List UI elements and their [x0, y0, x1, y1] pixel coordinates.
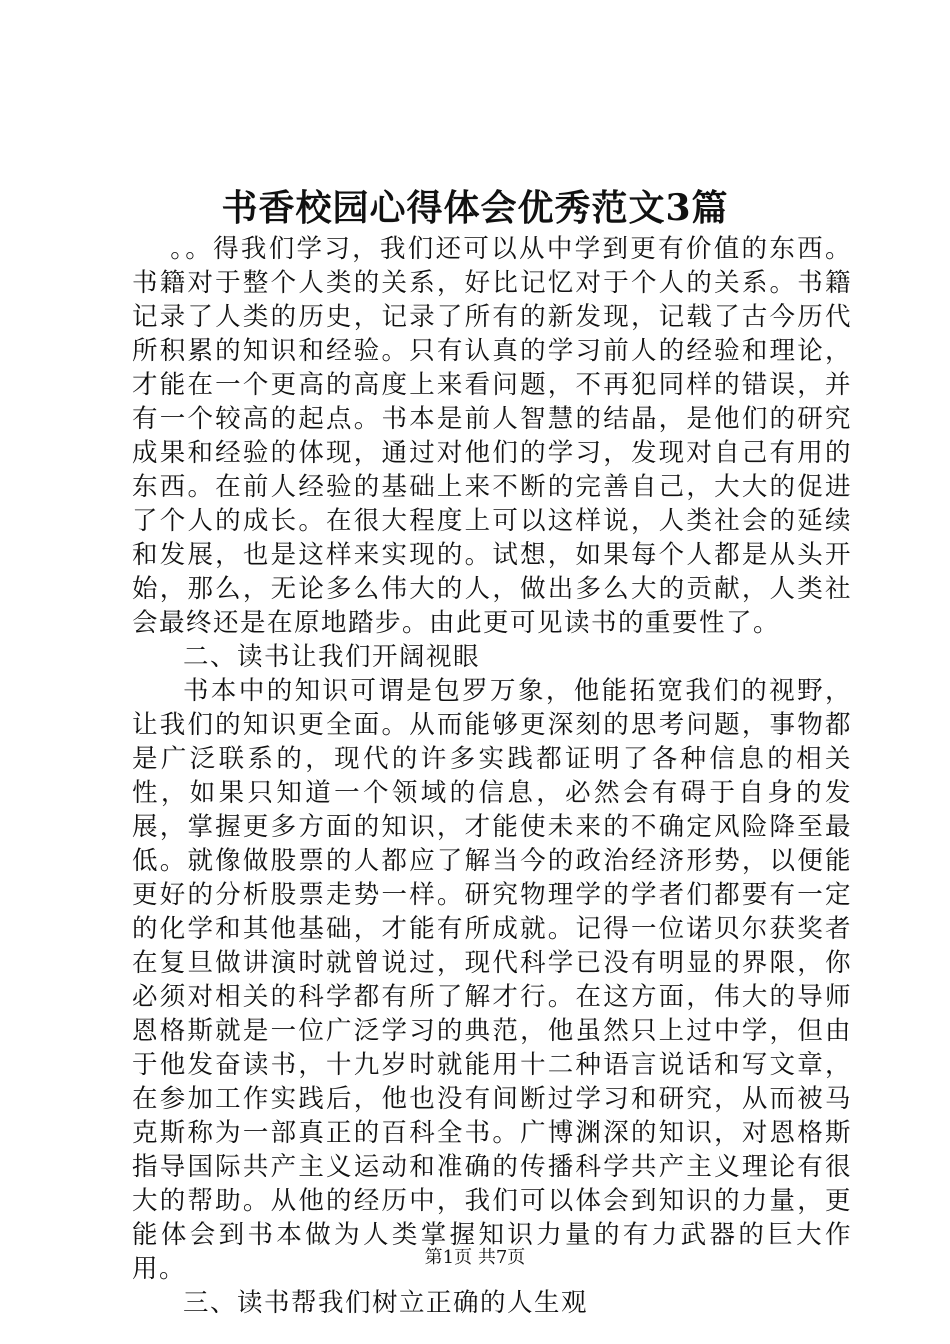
document-title: 书香校园心得体会优秀范文3篇: [221, 187, 729, 229]
section-heading: 二、读书让我们开阔视眼: [183, 642, 481, 672]
section-heading: 三、读书帮我们树立正确的人生观: [183, 1288, 589, 1318]
body-paragraph: 书本中的知识可谓是包罗万象，他能拓宽我们的视野，让我们的知识更全面。从而能够更深刻的思考问题，事物都是广泛联系的，现代的许多实践都证明了各种信息的相关性，如果只知道一个领域的信息，必然会有碍于自身的发展，掌握更多方面的知识，才能使未来的不确定风险降至最低。就像做股票的人都应了解当今的政治经济形势，以便能更好的分析股票走势一样。研究物理学的学者们都要有一定的化学和其他基础，才能有所成就。记得一位诺贝尔获奖者在复旦做讲演时就曾说过，现代科学已没有明显的界限，你必须对相关的科学都有所了解才行。在这方面，伟大的导师恩格斯就是一位广泛学习的典范，他虽然只上过中学，但由于他发奋读书，十九岁时就能用十二种语言说话和写文章，在参加工作实践后，他也没有间断过学习和研究，从而被马克斯称为一部真正的百科全书。广博渊深的知识，对恩格斯指导国际共产主义运动和准确的传播科学共产主义理论有很大的帮助。从他的经历中，我们可以体会到知识的力量，更能体会到书本做为人类掌握知识力量的有力武器的巨大作用。: [132, 676, 852, 1284]
document-body: [132, 232, 852, 1320]
page-number: 第1页 共7页: [424, 1247, 526, 1268]
body-paragraph: 。。得我们学习，我们还可以从中学到更有价值的东西。书籍对于整个人类的关系，好比记忆对于个人的关系。书籍记录了人类的历史，记录了所有的新发现，记载了古今历代所积累的知识和经验。只有认真的学习前人的经验和理论，才能在一个更高的高度上来看问题，不再犯同样的错误，并有一个较高的起点。书本是前人智慧的结晶，是他们的研究成果和经验的体现，通过对他们的学习，发现对自己有用的东西。在前人经验的基础上来不断的完善自己，大大的促进了个人的成长。在很大程度上可以这样说，人类社会的延续和发展，也是这样来实现的。试想，如果每个人都是从头开始，那么，无论多么伟大的人，做出多么大的贡献，人类社会最终还是在原地踏步。由此更可见读书的重要性了。: [132, 234, 852, 638]
